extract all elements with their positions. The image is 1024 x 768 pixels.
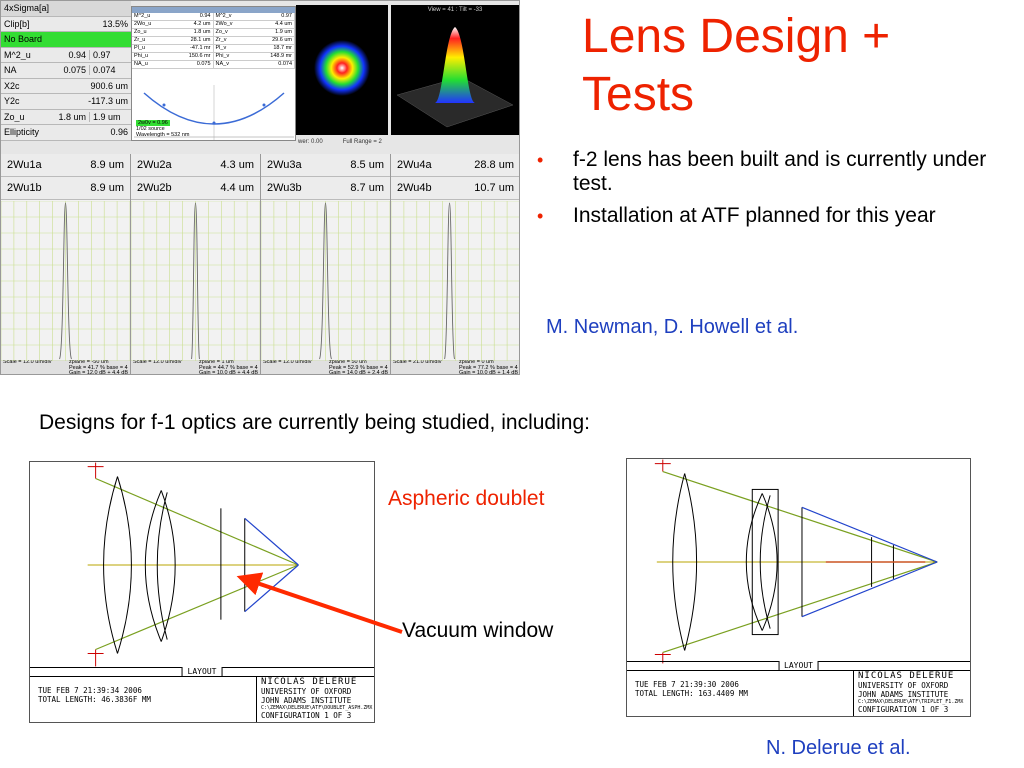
cell-label: Pl_u <box>134 45 146 51</box>
panel-value: 10.7 um <box>474 182 514 194</box>
panel-value: 8.9 um <box>90 182 124 194</box>
credit-bottom: N. Delerue et al. <box>766 737 911 759</box>
bullet-text: Installation at ATF planned for this year <box>573 204 936 227</box>
panel-label: 2Wu4a <box>397 159 432 171</box>
row-value: 1.9 um <box>89 112 131 122</box>
row-value: 900.6 um <box>90 80 128 91</box>
panel-value: 4.3 um <box>220 159 254 171</box>
vacuum-window-label: Vacuum window <box>402 619 554 642</box>
caustic-data-cell <box>132 37 214 45</box>
panel-header-a <box>261 154 390 177</box>
profiler-row <box>1 94 131 110</box>
panel-value: 28.8 um <box>474 159 514 171</box>
caustic-data-cell <box>214 53 296 61</box>
panel-label: 2Wu4b <box>397 182 432 194</box>
caustic-data-cell <box>132 53 214 61</box>
panel-header-a <box>1 154 130 177</box>
cell-value: 1.8 um <box>193 29 211 35</box>
profiler-row <box>1 110 131 126</box>
row-label: Ellipticity <box>4 127 40 138</box>
panel-value: 4.4 um <box>220 182 254 194</box>
panel-label: 2Wu2b <box>137 182 172 194</box>
caustic-data-cell <box>214 29 296 37</box>
cell-value: 29.6 um <box>272 37 292 43</box>
panel-label: 2Wu2a <box>137 159 172 171</box>
row-label: Zo_u <box>4 111 25 122</box>
panel-zplane: zplane = 0 um <box>458 360 494 365</box>
panel-label: 2Wu1a <box>7 159 42 171</box>
row-value: 0.97 <box>89 50 131 60</box>
slide-title: Lens Design + Tests <box>582 10 891 121</box>
panel-header-a <box>131 154 260 177</box>
profiler-row <box>1 79 131 95</box>
panel-header-b <box>1 177 130 200</box>
layout-institute: JOHN ADAMS INSTITUTE <box>261 696 352 705</box>
row-label: No Board <box>4 34 43 45</box>
caustic-data-cell <box>214 45 296 53</box>
vacuum-window-arrow <box>230 570 405 640</box>
layout-author: NICOLAS DELERUE <box>858 671 955 681</box>
panel-label: 2Wu1b <box>7 182 42 194</box>
strip-text: wer: 0.00 <box>298 139 323 145</box>
caustic-data-cell <box>214 61 296 69</box>
row-label: Y2c <box>4 96 20 107</box>
caustic-data-cell <box>132 29 214 37</box>
cell-value: 28.1 um <box>190 37 211 43</box>
bullet-item <box>535 148 1015 196</box>
caustic-data-cell <box>214 37 296 45</box>
cell-value: 4.2 um <box>193 21 211 27</box>
layout-config: CONFIGURATION 1 OF 3 <box>858 705 949 714</box>
panel-peak: Peak = 41.7 % base = 4 <box>68 364 128 371</box>
profiler-row-status <box>1 32 131 48</box>
panel-peak: Peak = 52.9 % base = 4 <box>328 364 388 371</box>
cell-label: NA_u <box>134 61 148 67</box>
lens-layout-triplet <box>626 458 971 717</box>
panel-gain: Gain = 10.0 dB + 4.4 dB <box>198 370 258 375</box>
layout-file: C:\ZEMAX\DELERUE\ATF\DOUBLET_ASPH.ZMX <box>261 705 373 711</box>
cell-label: NA_v <box>215 61 229 67</box>
profiler-status-strip <box>296 135 519 149</box>
profile-graph <box>261 201 390 361</box>
row-value: 0.075 <box>63 65 86 76</box>
panel-header-a <box>391 154 520 177</box>
beam-profiler-screenshot <box>0 0 520 375</box>
cell-label: M^2_u <box>134 13 151 19</box>
cell-value: 0.97 <box>281 13 292 19</box>
layout-file: C:\ZEMAX\DELERUE\ATF\TRIPLET_F1.ZMX <box>858 699 964 705</box>
profile-panel <box>261 154 391 375</box>
panel-value: 8.7 um <box>350 182 384 194</box>
footer-badge: 2w0v = 0.96 <box>138 120 168 126</box>
bullet-dot: • <box>537 150 544 170</box>
profiler-results-table <box>1 1 131 141</box>
panel-header-b <box>391 177 520 200</box>
caustic-data-window <box>131 6 296 141</box>
profiler-row <box>1 63 131 79</box>
cell-label: Phi_u <box>134 53 149 59</box>
cell-value: 18.7 mr <box>273 45 292 51</box>
strip-text: Full Range = 2 <box>342 139 382 145</box>
bullet-item <box>535 204 1015 228</box>
panel-peak: Peak = 44.7 % base = 4 <box>198 364 258 371</box>
panel-peak: Peak = 77.2 % base = 4 <box>458 364 518 371</box>
row-value: 0.96 <box>110 127 128 138</box>
cell-value: 0.074 <box>278 61 292 67</box>
caustic-data-cell <box>132 21 214 29</box>
layout-date: TUE FEB 7 21:39:30 2006 <box>635 680 739 689</box>
layout-author: NICOLAS DELERUE <box>261 677 358 687</box>
panel-footer <box>391 360 520 375</box>
view-caption: View = 41 : Tilt = -33 <box>427 7 483 13</box>
bullet-dot: • <box>537 206 544 226</box>
cell-label: Zo_u <box>134 29 147 35</box>
caustic-data-cell <box>132 61 214 69</box>
panel-footer <box>1 360 130 375</box>
panel-gain: Gain = 12.0 dB + 4.4 dB <box>68 370 128 375</box>
profile-panels <box>1 154 520 375</box>
layout-config: CONFIGURATION 1 OF 3 <box>261 711 352 720</box>
caustic-data-cell <box>132 45 214 53</box>
layout-info-box <box>627 670 970 716</box>
panel-zplane: zplane = 50 um <box>328 360 367 365</box>
row-value: 13.5% <box>102 18 128 29</box>
row-value: 0.074 <box>89 65 131 75</box>
layout-university: UNIVERSITY OF OXFORD <box>858 681 949 690</box>
credit-top: M. Newman, D. Howell et al. <box>546 316 799 338</box>
panel-label: 2Wu3a <box>267 159 302 171</box>
row-value: 1.8 um <box>58 111 86 122</box>
cell-label: Zr_u <box>134 37 146 43</box>
panel-label: 2Wu3b <box>267 182 302 194</box>
row-value: 0.94 <box>68 49 86 60</box>
panel-zplane: zplane = 1 um <box>198 360 234 365</box>
panel-gain: Gain = 10.0 dB + 1.4 dB <box>458 370 518 375</box>
cell-label: Zr_v <box>215 37 227 43</box>
panel-value: 8.9 um <box>90 159 124 171</box>
panel-scale: Scale = 12.0 um/div <box>133 360 182 365</box>
cell-value: 0.075 <box>196 61 211 67</box>
beam-3d-plot <box>391 5 519 135</box>
layout-header: LAYOUT <box>778 661 819 670</box>
row-label: X2c <box>4 80 20 91</box>
panel-scale: Scale = 12.0 um/div <box>263 360 312 365</box>
cell-value: -47.1 mr <box>190 45 211 51</box>
cell-value: 0.94 <box>199 13 211 19</box>
caustic-data-grid <box>132 13 295 69</box>
profile-panel <box>131 154 261 375</box>
layout-length: TOTAL LENGTH: 46.3836F MM <box>38 695 151 704</box>
cell-value: 150.6 mr <box>188 53 211 59</box>
panel-header-b <box>131 177 260 200</box>
cell-value: 148.9 mr <box>270 53 292 59</box>
profile-graph <box>131 201 260 361</box>
layout-length: TOTAL LENGTH: 163.4409 MM <box>635 689 748 698</box>
panel-header-b <box>261 177 390 200</box>
caustic-data-cell <box>214 21 296 29</box>
cell-value: 1.9 um <box>275 29 292 35</box>
layout-header: LAYOUT <box>182 667 223 676</box>
panel-scale: Scale = 12.0 um/div <box>3 360 52 365</box>
caustic-data-cell <box>214 13 296 21</box>
panel-zplane: zplane = -50 um <box>68 360 109 365</box>
beam-2d-image <box>296 5 388 135</box>
bullet-text: f-2 lens has been built and is currently under test. <box>573 148 987 195</box>
row-label: 4xSigma[a] <box>4 3 50 14</box>
layout-institute: JOHN ADAMS INSTITUTE <box>858 690 949 699</box>
profiler-row <box>1 1 131 17</box>
caustic-data-cell <box>132 13 214 21</box>
profile-panel <box>391 154 520 375</box>
profile-graph <box>391 201 520 361</box>
row-label: Clip[b] <box>4 18 30 29</box>
row-label: M^2_u <box>4 49 31 60</box>
cell-label: Zo_v <box>215 29 228 35</box>
cell-label: M^2_v <box>215 13 232 19</box>
cell-label: 2Wo_v <box>215 21 233 27</box>
profiler-row <box>1 48 131 64</box>
row-value: -117.3 um <box>88 96 128 107</box>
row-label: NA <box>4 65 17 76</box>
panel-gain: Gain = 14.0 dB + 2.4 dB <box>328 370 388 375</box>
panel-value: 8.5 um <box>350 159 384 171</box>
footer-text: Wavelength = 532 nm <box>136 132 190 138</box>
cell-label: Phi_v <box>215 53 230 59</box>
beam-3d-view <box>391 5 519 135</box>
panel-scale: Scale = 21.0 um/div <box>393 360 442 365</box>
layout-info-box <box>30 676 374 722</box>
cell-label: Pl_v <box>215 45 227 51</box>
profile-panel <box>1 154 131 375</box>
layout-date: TUE FEB 7 21:39:34 2006 <box>38 686 142 695</box>
designs-text: Designs for f-1 optics are currently being studied, including: <box>39 411 590 434</box>
panel-footer <box>261 360 390 375</box>
aspheric-doublet-label: Aspheric doublet <box>388 487 545 510</box>
bullet-list <box>535 148 1015 236</box>
panel-footer <box>131 360 260 375</box>
cell-value: 4.4 um <box>275 21 292 27</box>
profiler-row <box>1 17 131 33</box>
layout-university: UNIVERSITY OF OXFORD <box>261 687 352 696</box>
footer-text: 1/02 source <box>136 126 165 132</box>
caustic-footer <box>136 120 189 138</box>
triplet-optics-drawing <box>627 459 970 664</box>
profiler-row <box>1 125 131 141</box>
profile-graph <box>1 201 130 361</box>
cell-label: 2Wo_u <box>134 21 152 27</box>
